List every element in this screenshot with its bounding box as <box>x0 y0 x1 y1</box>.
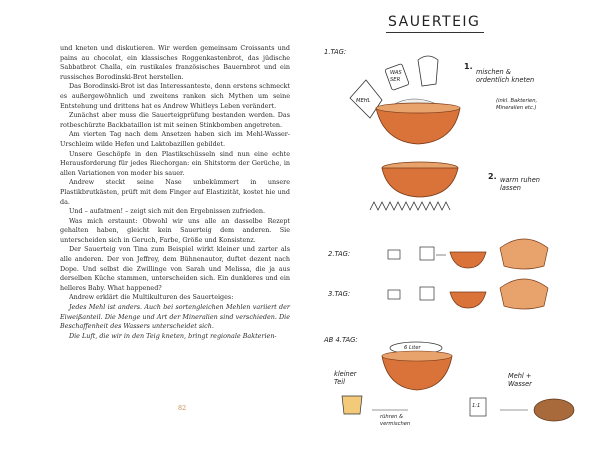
day3-feeding-illustration <box>388 279 548 309</box>
hand-outline <box>418 56 438 86</box>
small-part-note: kleiner Teil <box>334 370 357 387</box>
ratio-label: 1:1 <box>472 403 481 409</box>
step2-note: warm ruhen lassen <box>500 176 540 193</box>
radiator <box>370 202 450 210</box>
step1-side-note: (inkl. Bakterien, Mineralien etc.) <box>496 98 538 111</box>
step2-number: 2. <box>488 172 497 181</box>
lid-label: 6 Liter <box>404 345 421 351</box>
flour-bag-label: MEHL <box>356 98 371 104</box>
day4-label: AB 4.TAG: <box>324 336 358 344</box>
paragraph: Der Sauerteig von Tina zum Beispiel wirkt kleiner und zarter als alle anderen. Der von Jeffrey, dem Bühnenautor, duftet dezent nach Dope. Und selbst die Zwillinge von Sarah und Melissa, die ja aus derselben Küche stammen, unterscheiden sich. Ein dunkleres und ein helleres Baby. What happened? <box>60 245 290 292</box>
step2-resting-illustration <box>370 162 458 210</box>
right-page <box>300 0 600 450</box>
title-underline <box>386 32 484 33</box>
day2-feeding-illustration <box>388 239 548 269</box>
day3-jug <box>420 287 434 300</box>
step1-number: 1. <box>464 62 473 71</box>
step1-note: mischen & ordentlich kneten <box>476 68 535 85</box>
day3-bowl-mixing <box>450 292 486 308</box>
paragraph: und kneten und diskutieren. Wir werden gemeinsam Croissants und pains au chocolat, ein klassisches Roggenkastenbrot, das jüdische Sabbatbrot Challa, ein rustikales französisches Bauernbrot und ein russisches Borodinski-Brot herstellen. <box>60 44 290 81</box>
small-glass <box>342 396 362 414</box>
day2-label: 2.TAG: <box>328 250 351 258</box>
day1-label: 1.TAG: <box>324 48 347 56</box>
day2-cup <box>388 250 400 259</box>
paragraph: Unsere Geschöpfe in den Plastikschüsseln sind nun eine echte Herausforderung für jedes Riechorgan: ein Shitstorm der Gerüche, in allen Variationen von moder bis sauer. <box>60 149 290 177</box>
day2-covered-bowl <box>500 239 548 269</box>
paragraph: Andrew erklärt die Multikulturen des Sauerteiges: <box>69 293 234 302</box>
day2-jug <box>420 247 434 260</box>
paragraph-italic: Die Luft, die wir in den Teig kneten, bringt regionale Bakterien- <box>69 331 277 340</box>
body-text-column <box>60 44 290 341</box>
paragraph: Am vierten Tag nach dem Ansetzen haben sich im Mehl-Wasser-Urschleim wilde Hefen und Laktobazillen gebildet. <box>60 130 290 148</box>
paragraph: Zunächst aber muss die Sauerteigprüfung bestanden werden. Das rotbeschürzte Backbataillon ist mit seinen Stinkbomben angetreten. <box>60 111 290 129</box>
resting-bowl <box>382 168 458 197</box>
paragraph: Andrew steckt seine Nase unbekümmert in unsere Plastikbrutkästen, prüft mit dem Finger auf Elastizität, kostet hie und da. <box>60 178 290 206</box>
page-number: 82 <box>178 404 187 412</box>
starter-bowl-rim <box>382 351 452 361</box>
page-title: SAUERTEIG <box>388 14 481 30</box>
day2-bowl-mixing <box>450 252 486 268</box>
paragraph: Das Borodinski-Brot ist das Interessanteste, denn erstens schmeckt es außergewöhnlich und zweitens ranken sich Mythen um seine Entstehung und drittens hat es Andrew Whitleys Leben verändert. <box>60 82 290 110</box>
mixing-bowl <box>376 108 460 144</box>
mix-note: rühren & vermischen <box>380 414 411 427</box>
paragraph: Und – aufatmen! – zeigt sich mit den Ergebnissen zufrieden. <box>69 207 266 216</box>
day3-covered-bowl <box>500 279 548 309</box>
paragraph: Was mich erstaunt: Obwohl wir uns alle an dasselbe Rezept gehalten haben, gleicht kein Sauerteig dem anderen. Sie unterscheiden sich in Geruch, Farbe, Größe und Konsistenz. <box>60 216 290 244</box>
flour-water-note: Mehl + Wasser <box>508 372 532 389</box>
bowl-rim <box>376 103 460 113</box>
water-jar-label: WAS SER <box>390 70 402 83</box>
day3-label: 3.TAG: <box>328 290 351 298</box>
paragraph-italic: Jedes Mehl ist anders. Auch bei sortengleichen Mehlen variiert der Eiweißanteil. Die Menge und Art der Mineralien sind verschieden. Die Beschaffenheit des Wassers unterscheidet sich. <box>60 303 290 331</box>
day3-cup <box>388 290 400 299</box>
baked-bread <box>534 399 574 421</box>
